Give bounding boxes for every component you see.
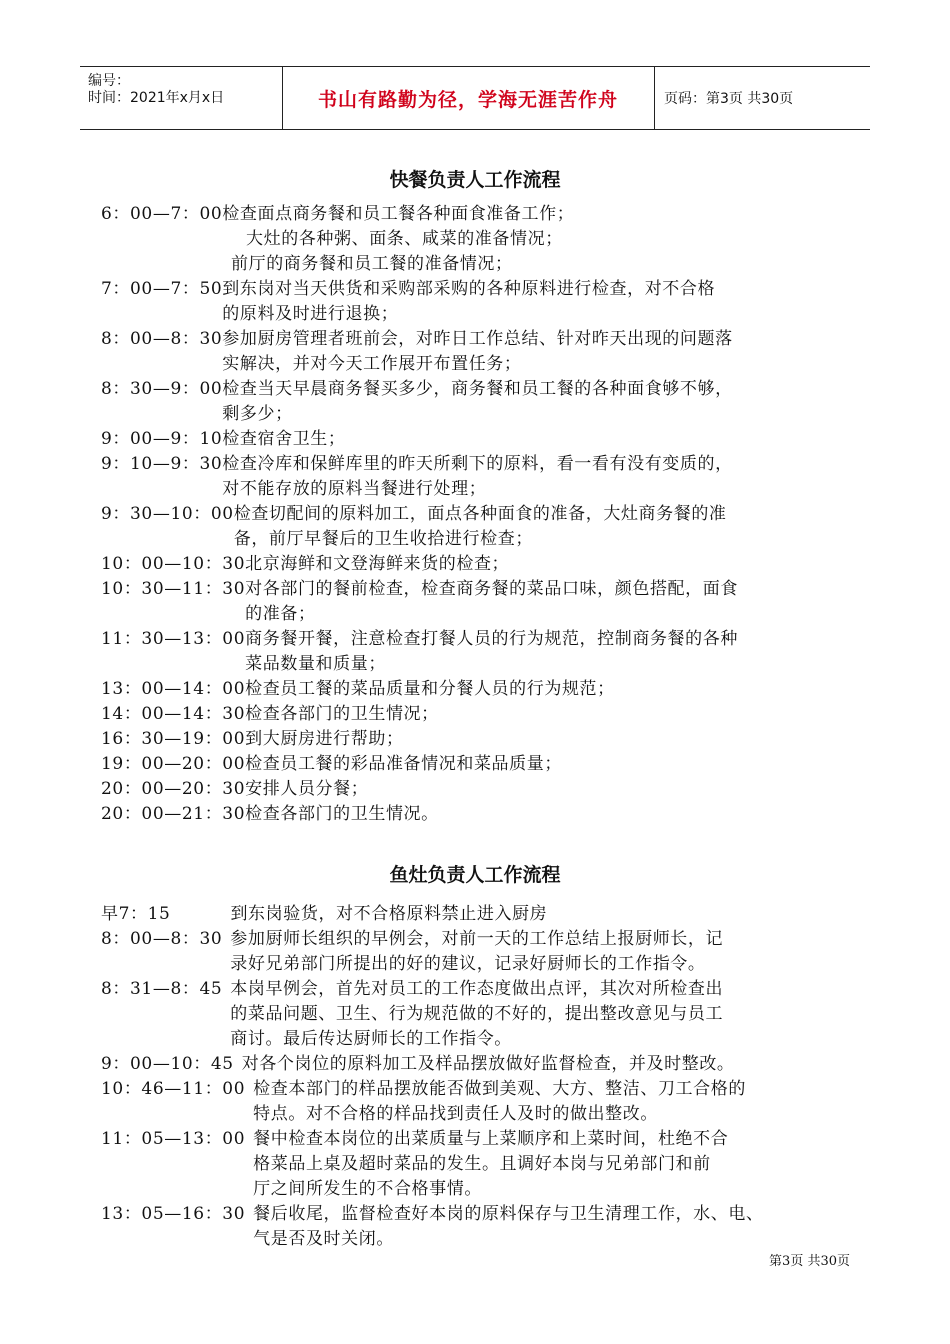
schedule-continuation: 录好兄弟部门所提出的好的建议，记录好厨师长的工作指令。: [230, 954, 706, 974]
schedule-task: 商务餐开餐，注意检查打餐人员的行为规范，控制商务餐的各种: [245, 629, 738, 649]
schedule-row: [101, 677, 871, 702]
section1-title: 快餐负责人工作流程: [389, 169, 561, 191]
schedule-time: 早7：15: [101, 904, 171, 924]
schedule-row: [101, 502, 871, 527]
schedule-time: 20：00—21：30: [101, 804, 246, 824]
schedule-time: 7：00—7：50: [101, 279, 223, 299]
section1-schedule: [101, 202, 871, 827]
schedule-row: [101, 627, 871, 652]
header-page-number: 页码：第3页 共30页: [664, 91, 794, 107]
schedule-task: 餐中检查本岗位的出菜质量与上菜顺序和上菜时间，杜绝不合: [253, 1129, 729, 1149]
schedule-continuation: 剩多少；: [222, 404, 293, 424]
schedule-task: 对各部门的餐前检查，检查商务餐的菜品口味，颜色搭配，面食: [245, 579, 738, 599]
schedule-time: 16：30—19：00: [101, 729, 246, 749]
header-page-cell: [654, 67, 870, 129]
schedule-time: 8：00—8：30: [101, 929, 223, 949]
schedule-task: 检查员工餐的彩品准备情况和菜品质量；: [245, 754, 562, 774]
schedule-row: [101, 702, 871, 727]
schedule-time: 10：00—10：30: [101, 554, 246, 574]
schedule-task: 到大厨房进行帮助；: [245, 729, 404, 749]
schedule-continuation: 的准备；: [245, 604, 316, 624]
document-number: 编号：: [88, 73, 130, 89]
schedule-continuation: 前厅的商务餐和员工餐的准备情况；: [231, 254, 513, 274]
document-date: 时间：2021年x月x日: [88, 90, 225, 106]
schedule-time: 19：00—20：00: [101, 754, 246, 774]
schedule-task: 参加厨师长组织的早例会，对前一天的工作总结上报厨师长，记: [230, 929, 724, 949]
schedule-task: 到东岗对当天供货和采购部采购的各种原料进行检查，对不合格: [222, 279, 716, 299]
schedule-task: 检查当天早晨商务餐买多少，商务餐和员工餐的各种面食够不够，: [222, 379, 733, 399]
footer-page-number: 第3页 共30页: [769, 1254, 850, 1269]
schedule-row: [101, 752, 871, 777]
schedule-task: 检查面点商务餐和员工餐各种面食准备工作；: [222, 204, 575, 224]
schedule-row: [101, 1077, 871, 1102]
schedule-time: 8：31—8：45: [101, 979, 223, 999]
schedule-row: [101, 327, 871, 352]
schedule-task: 对各个岗位的原料加工及样品摆放做好监督检查，并及时整改。: [241, 1054, 735, 1074]
schedule-time: 9：00—9：10: [101, 429, 223, 449]
schedule-task: 检查切配间的原料加工，面点各种面食的准备，大灶商务餐的准: [233, 504, 727, 524]
schedule-task: 检查各部门的卫生情况；: [245, 704, 439, 724]
schedule-task: 安排人员分餐；: [245, 779, 369, 799]
schedule-row: [101, 577, 871, 602]
schedule-continuation: 备，前厅早餐后的卫生收拾进行检查；: [233, 529, 533, 549]
schedule-time: 8：00—8：30: [101, 329, 223, 349]
schedule-task: 检查宿舍卫生；: [222, 429, 346, 449]
schedule-task: 检查本部门的样品摆放能否做到美观、大方、整洁、刀工合格的: [253, 1079, 746, 1099]
schedule-continuation: 格菜品上桌及超时菜品的发生。且调好本岗与兄弟部门和前: [253, 1154, 711, 1174]
schedule-row: [101, 902, 871, 927]
schedule-continuation: 菜品数量和质量；: [245, 654, 386, 674]
schedule-row: [101, 802, 871, 827]
schedule-row: [101, 977, 871, 1002]
schedule-time: 13：00—14：00: [101, 679, 246, 699]
schedule-continuation: 对不能存放的原料当餐进行处理；: [222, 479, 487, 499]
header-motto-cell: [282, 67, 655, 129]
schedule-time: 6：00—7：00: [101, 204, 223, 224]
schedule-continuation: 特点。对不合格的样品找到责任人及时的做出整改。: [253, 1104, 658, 1124]
schedule-task: 到东岗验货，对不合格原料禁止进入厨房: [230, 904, 548, 924]
schedule-row: [101, 427, 871, 452]
section2-schedule: [101, 902, 871, 1252]
schedule-time: 11：05—13：00: [101, 1129, 246, 1149]
schedule-task: 北京海鲜和文登海鲜来货的检查；: [245, 554, 510, 574]
schedule-time: 10：30—11：30: [101, 579, 246, 599]
schedule-row: [101, 377, 871, 402]
schedule-continuation: 厅之间所发生的不合格事情。: [253, 1179, 482, 1199]
schedule-task: 参加厨房管理者班前会，对昨日工作总结、针对昨天出现的问题落: [222, 329, 733, 349]
schedule-row: [101, 1127, 871, 1152]
schedule-task: 检查各部门的卫生情况。: [245, 804, 439, 824]
schedule-continuation: 气是否及时关闭。: [253, 1229, 394, 1249]
schedule-row: [101, 1202, 871, 1227]
schedule-continuation: 实解决，并对今天工作展开布置任务；: [222, 354, 522, 374]
schedule-task: 检查冷库和保鲜库里的昨天所剩下的原料，看一看有没有变质的，: [222, 454, 733, 474]
schedule-time: 9：30—10：00: [101, 504, 234, 524]
schedule-time: 8：30—9：00: [101, 379, 223, 399]
section2-title: 鱼灶负责人工作流程: [389, 864, 561, 886]
schedule-continuation: 的原料及时进行退换；: [222, 304, 399, 324]
header-table: [80, 66, 870, 130]
schedule-time: 14：00—14：30: [101, 704, 246, 724]
schedule-row: [101, 552, 871, 577]
schedule-time: 11：30—13：00: [101, 629, 246, 649]
schedule-row: [101, 927, 871, 952]
schedule-time: 13：05—16：30: [101, 1204, 246, 1224]
header-meta-cell: [80, 67, 283, 129]
schedule-row: [101, 452, 871, 477]
schedule-row: [101, 727, 871, 752]
schedule-task: 检查员工餐的菜品质量和分餐人员的行为规范；: [245, 679, 615, 699]
schedule-task: 餐后收尾，监督检查好本岗的原料保存与卫生清理工作，水、电、: [253, 1204, 764, 1224]
schedule-time: 10：46—11：00: [101, 1079, 246, 1099]
schedule-continuation: 的菜品问题、卫生、行为规范做的不好的，提出整改意见与员工: [230, 1004, 724, 1024]
schedule-time: 20：00—20：30: [101, 779, 246, 799]
schedule-row: [101, 277, 871, 302]
schedule-row: [101, 202, 871, 227]
schedule-row: [101, 1052, 871, 1077]
schedule-time: 9：10—9：30: [101, 454, 223, 474]
schedule-continuation: 商讨。最后传达厨师长的工作指令。: [230, 1029, 512, 1049]
motto: 书山有路勤为径，学海无涯苦作舟: [317, 88, 618, 111]
schedule-continuation: 大灶的各种粥、面条、咸菜的准备情况；: [246, 229, 563, 249]
schedule-time: 9：00—10：45: [101, 1054, 234, 1074]
schedule-task: 本岗早例会，首先对员工的工作态度做出点评，其次对所检查出: [230, 979, 724, 999]
schedule-row: [101, 777, 871, 802]
